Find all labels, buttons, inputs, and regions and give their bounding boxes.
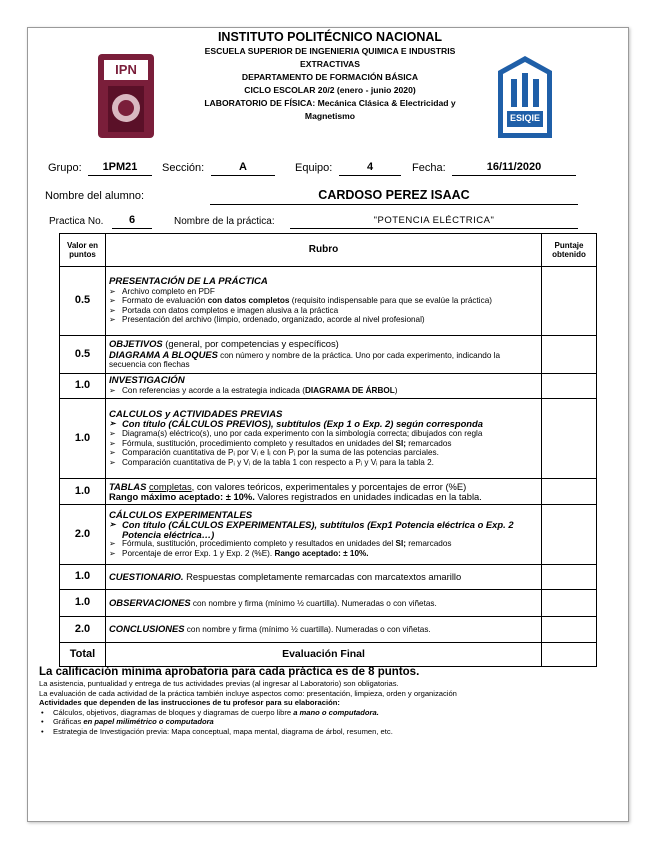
score-cell[interactable] [542, 479, 597, 505]
rubric-item: ➢ Archivo completo en PDF [109, 287, 538, 297]
rubric-bold: TABLAS [109, 480, 147, 492]
rubric-underline: completas [148, 480, 192, 492]
rubric-item: ➢ Comparación cuantitativa de Pᵢ y Vᵢ de la tabla 1 con respecto a Pᵢ y Vᵢ para la tabla 2. [109, 458, 538, 468]
footer-bold: en papel milimétrico o computadora [83, 717, 214, 727]
department: DEPARTAMENTO DE FORMACIÓN BÁSICA [241, 72, 419, 82]
table-row [60, 336, 597, 374]
footer-line: La evaluación de cada actividad de la práctica también incluye aspectos como: presentación, limpieza, orden y organización [39, 688, 457, 698]
table-row [60, 505, 597, 565]
rubric-bold: con datos completos [207, 296, 290, 306]
rubric-table [59, 233, 597, 667]
ipn-logo [96, 52, 156, 140]
footer-title: La calificación mínima aprobatoria para cada práctica es de 8 puntos. [39, 666, 420, 678]
rubric-text: remarcados [406, 438, 452, 448]
section-field[interactable]: A [211, 161, 275, 176]
date-label: Fecha: [412, 162, 446, 174]
footer-bullet [39, 717, 599, 727]
practice-name-label: Nombre de la práctica: [174, 216, 275, 227]
rubric-item: ➢ Diagrama(s) eléctrico(s), uno por cada experimento con la simbología correcta; dibujados con regla [109, 429, 538, 439]
rubric-text: Fórmula, sustitución, procedimiento completo y resultados en unidades del [122, 539, 396, 549]
points-value: 1.0 [60, 374, 106, 399]
footer-text: Cálculos, objetivos, diagramas de bloques y diagramas de cuerpo libre [53, 707, 294, 717]
points-value: 2.0 [60, 617, 106, 643]
rubric-cell [106, 374, 542, 399]
rubric-text: , con valores teóricos, experimentales y porcentajes de error (%E) [191, 480, 467, 492]
rubric-bold: CONCLUSIONES [109, 623, 185, 635]
points-value: 1.0 [60, 590, 106, 617]
rubric-cell [106, 399, 542, 479]
rubric-bold: OBJETIVOS [109, 338, 163, 350]
rubric-text: con número y nombre de la práctica. Uno por cada experimento, indicando la secuencia con flechas [109, 350, 501, 370]
rubric-item: ➢ Con título (CÁLCULOS EXPERIMENTALES), subtítulos (Exp1 Potencia eléctrica o Exp. 2 Potencia eléctrica…) [109, 520, 538, 539]
header-block [170, 30, 490, 123]
school-name-2: EXTRACTIVAS [299, 59, 360, 69]
final-evaluation-label: Evaluación Final [106, 643, 542, 667]
rubric-item [109, 386, 538, 396]
rubric-item: ➢ Con título (CÁLCULOS PREVIOS), subtítulos (Exp 1 o Exp. 2) según corresponda [109, 419, 538, 429]
header-rubric: Rubro [106, 234, 542, 267]
rubric-text: Fórmula, sustitución, procedimiento completo y resultados en unidades del [122, 438, 396, 448]
rubric-item: ➢ Portada con datos completos e imagen alusiva a la práctica [109, 306, 538, 316]
section-title: CALCULOS y ACTIVIDADES PREVIAS [109, 408, 283, 420]
rubric-item [109, 539, 538, 549]
school-cycle: CICLO ESCOLAR 20/2 (enero - junio 2020) [244, 85, 416, 95]
team-field[interactable]: 4 [339, 161, 401, 176]
rubric-item: ➢ Comparación cuantitativa de Pᵢ por Vᵢ e Iᵢ con Pᵢ por la suma de las potencias parciales. [109, 448, 538, 458]
esiqie-logo-text: ESIQIE [509, 113, 540, 123]
rubric-text: con nombre y firma (mínimo ½ cuartilla). Numeradas o con viñetas. [190, 598, 437, 608]
rubric-cell [106, 505, 542, 565]
points-value: 2.0 [60, 505, 106, 565]
score-cell[interactable] [542, 267, 597, 336]
table-row [60, 617, 597, 643]
points-value: 1.0 [60, 399, 106, 479]
date-field[interactable]: 16/11/2020 [452, 161, 576, 176]
rubric-text: remarcados [406, 539, 452, 549]
footer-bullet: • Estrategia de Investigación previa: Mapa conceptual, mapa mental, diagrama de árbol, resumen, etc. [39, 727, 599, 737]
esiqie-logo [497, 55, 553, 139]
final-score-cell[interactable] [542, 643, 597, 667]
points-value: 1.0 [60, 565, 106, 590]
student-label: Nombre del alumno: [45, 190, 145, 202]
footer-bullet [39, 708, 599, 718]
table-row-total [60, 643, 597, 667]
rubric-text: (requisito indispensable para que se evalúe la práctica) [289, 296, 492, 306]
rubric-bold: SI; [395, 438, 406, 448]
school-name-1: ESCUELA SUPERIOR DE INGENIERIA QUIMICA E INDUSTRIS [204, 46, 456, 56]
rubric-text: Formato de evaluación [122, 296, 208, 306]
group-field[interactable]: 1PM21 [88, 161, 152, 176]
score-cell[interactable] [542, 505, 597, 565]
rubric-cell [106, 617, 542, 643]
rubric-text: (general, por competencias y específicos) [162, 338, 339, 350]
team-label: Equipo: [295, 162, 333, 174]
ipn-logo-text: IPN [115, 62, 137, 77]
footer-bold: a mano o computadora. [293, 707, 379, 717]
points-value: 0.5 [60, 336, 106, 374]
lab-name-1: LABORATORIO DE FÍSICA: Mecánica Clásica & Electricidad y [204, 98, 456, 108]
rubric-bold: SI; [395, 539, 406, 549]
section-title: CÁLCULOS EXPERIMENTALES [109, 509, 253, 521]
table-row [60, 565, 597, 590]
score-cell[interactable] [542, 336, 597, 374]
rubric-cell [106, 590, 542, 617]
rubric-text: Valores registrados en unidades indicadas en la tabla. [254, 490, 482, 502]
rubric-text: Respuestas completamente remarcadas con marcatextos amarillo [183, 570, 462, 582]
rubric-cell [106, 336, 542, 374]
total-label: Total [60, 643, 106, 667]
score-cell[interactable] [542, 399, 597, 479]
table-row [60, 399, 597, 479]
score-cell[interactable] [542, 374, 597, 399]
rubric-item [109, 296, 538, 306]
table-row [60, 374, 597, 399]
student-field[interactable]: CARDOSO PEREZ ISAAC [210, 188, 578, 205]
table-row [60, 267, 597, 336]
points-value: 0.5 [60, 267, 106, 336]
rubric-bold: DIAGRAMA DE ÁRBOL [304, 386, 395, 395]
rubric-item [109, 549, 538, 559]
header-value: Valor en puntos [60, 234, 106, 267]
points-value: 1.0 [60, 479, 106, 505]
score-cell[interactable] [542, 565, 597, 590]
table-header-row [60, 234, 597, 267]
table-row [60, 590, 597, 617]
section-label: Sección: [162, 162, 205, 174]
rubric-cell [106, 565, 542, 590]
footer-notes [39, 665, 599, 737]
footer-text: Gráficas [53, 717, 84, 727]
header-score: Puntaje obtenido [542, 234, 597, 267]
rubric-cell [106, 267, 542, 336]
group-label: Grupo: [48, 162, 82, 174]
rubric-bold: OBSERVACIONES [109, 596, 191, 608]
practice-name-field[interactable]: "POTENCIA ELÉCTRICA" [290, 214, 578, 229]
rubric-text: ) [394, 386, 398, 395]
rubric-bold: Rango máximo aceptado: ± 10%. [109, 490, 255, 502]
rubric-item [109, 439, 538, 449]
footer-line: Actividades que dependen de las instrucciones de tu profesor para su elaboración: [39, 698, 340, 708]
rubric-bold: DIAGRAMA A BLOQUES [109, 348, 218, 360]
table-row [60, 479, 597, 505]
rubric-bold: CUESTIONARIO. [109, 570, 184, 582]
practice-no-label: Practica No. [49, 216, 104, 227]
lab-name-2: Magnetismo [304, 111, 356, 121]
score-cell[interactable] [542, 590, 597, 617]
footer-line: La asistencia, puntualidad y entrega de tus actividades previas (al ingresar al Laboratorio) son obligatorias. [39, 679, 399, 688]
institution-title: INSTITUTO POLITÉCNICO NACIONAL [217, 30, 443, 44]
rubric-text: Porcentaje de error Exp. 1 y Exp. 2 (%E). [122, 548, 275, 558]
rubric-text: con nombre y firma (mínimo ½ cuartilla). Numeradas o con viñetas. [184, 625, 431, 635]
rubric-bold: Rango aceptado: ± 10%. [274, 548, 369, 558]
section-title: INVESTIGACIÓN [109, 375, 185, 387]
rubric-item: ➢ Presentación del archivo (limpio, ordenado, organizado, acorde al nivel profesional) [109, 315, 538, 325]
score-cell[interactable] [542, 617, 597, 643]
practice-no-field[interactable]: 6 [112, 214, 152, 229]
rubric-cell [106, 479, 542, 505]
rubric-text: Con referencias y acorde a la estrategia indicada ( [122, 386, 305, 395]
section-title: PRESENTACIÓN DE LA PRÁCTICA [109, 276, 268, 288]
